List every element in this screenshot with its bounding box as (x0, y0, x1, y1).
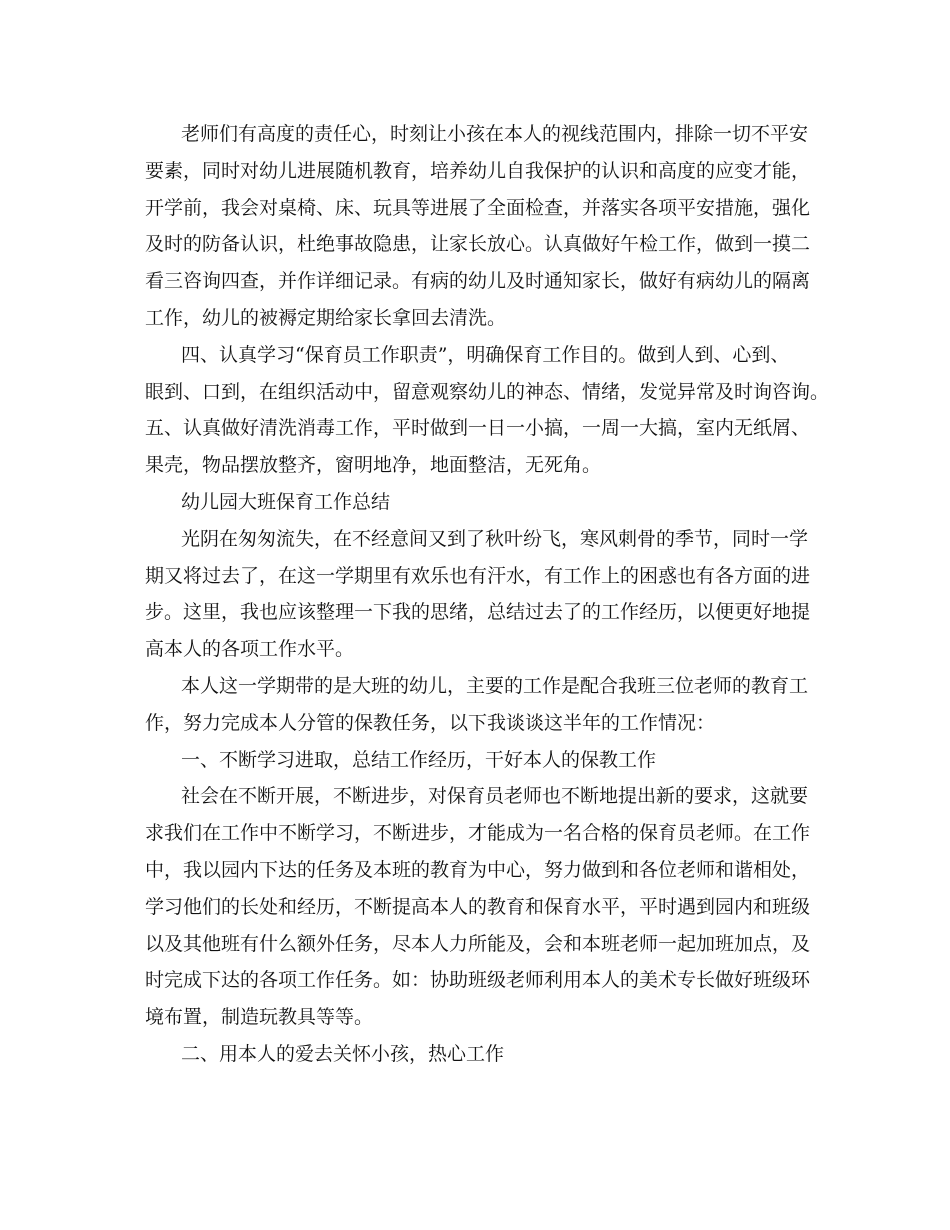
paragraph-line: 境布置，制造玩教具等等。 (145, 1006, 374, 1029)
subsection-heading: 二、用本人的爱去关怀小孩，热心工作 (181, 1042, 505, 1065)
paragraph-line: 求我们在工作中不断学习，不断进步，才能成为一名合格的保育员老师。在工作 (145, 822, 811, 845)
paragraph-line: 时完成下达的各项工作任务。如：协助班级老师利用本人的美术专长做好班级环 (145, 969, 811, 992)
section-heading: 幼儿园大班保育工作总结 (181, 490, 391, 513)
paragraph-line: 期又将过去了，在这一学期里有欢乐也有汗水，有工作上的困惑也有各方面的进 (145, 564, 811, 587)
paragraph-line: 眼到、口到，在组织活动中，留意观察幼儿的神态、情绪，发觉异常及时询咨询。 (145, 380, 830, 403)
paragraph-line: 学习他们的长处和经历，不断提高本人的教育和保育水平，平时遇到园内和班级 (145, 895, 811, 918)
paragraph-line: 老师们有高度的责任心，时刻让小孩在本人的视线范围内，排除一切不平安 (181, 123, 809, 145)
paragraph-line: 社会在不断开展，不断进步，对保育员老师也不断地提出新的要求，这就要 (181, 785, 809, 808)
paragraph-line: 四、认真学习“保育员工作职责”，明确保育工作目的。做到人到、心到、 (181, 343, 790, 366)
paragraph-line: 高本人的各项工作水平。 (145, 638, 355, 661)
paragraph-line: 以及其他班有什么额外任务，尽本人力所能及，会和本班老师一起加班加点，及 (145, 932, 811, 955)
paragraph-line: 要素，同时对幼儿进展随机教育，培养幼儿自我保护的认识和高度的应变才能， (145, 159, 811, 182)
paragraph-line: 中，我以园内下达的任务及本班的教育为中心，努力做到和各位老师和谐相处， (145, 858, 811, 881)
subsection-heading: 一、不断学习进取，总结工作经历，干好本人的保教工作 (181, 748, 657, 771)
paragraph-line: 果壳，物品摆放整齐，窗明地净，地面整洁，无死角。 (145, 454, 602, 477)
paragraph-line: 作，努力完成本人分管的保教任务，以下我谈谈这半年的工作情况： (145, 711, 716, 734)
paragraph-line: 及时的防备认识，杜绝事故隐患，让家长放心。认真做好午检工作，做到一摸二 (145, 233, 811, 256)
paragraph-line: 五、认真做好清洗消毒工作，平时做到一日一小搞，一周一大搞，室内无纸屑、 (145, 417, 811, 440)
paragraph-line: 看三咨询四查，并作详细记录。有病的幼儿及时通知家长，做好有病幼儿的隔离 (145, 270, 811, 293)
document-body (145, 116, 830, 1073)
paragraph-line: 步。这里，我也应该整理一下我的思绪，总结过去了的工作经历，以便更好地提 (145, 601, 811, 624)
paragraph-line: 光阴在匆匆流失，在不经意间又到了秋叶纷飞，寒风刺骨的季节，同时一学 (181, 527, 809, 550)
paragraph-line: 工作，幼儿的被褥定期给家长拿回去清洗。 (145, 306, 507, 329)
paragraph-line: 本人这一学期带的是大班的幼儿，主要的工作是配合我班三位老师的教育工 (181, 674, 809, 697)
paragraph-line: 开学前，我会对桌椅、床、玩具等进展了全面检查，并落实各项平安措施，强化 (145, 196, 811, 219)
